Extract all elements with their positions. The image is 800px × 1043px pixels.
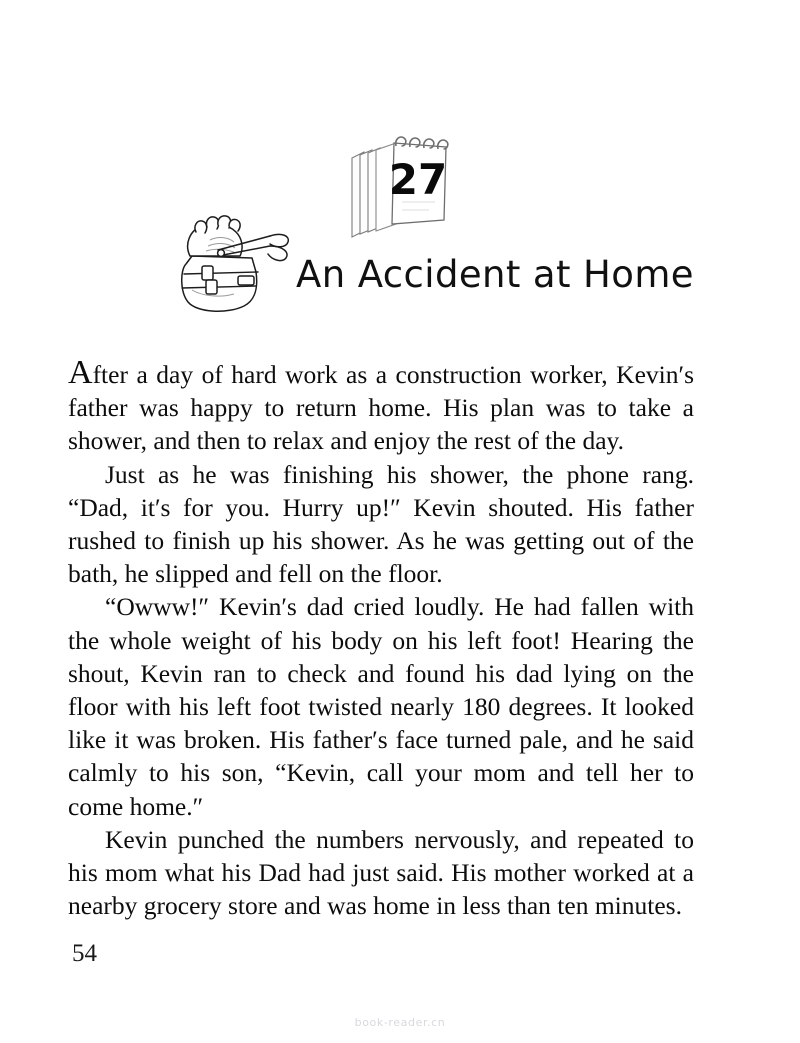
story-body xyxy=(68,354,694,922)
flip-calendar-icon xyxy=(334,128,456,246)
watermark: book-reader.cn xyxy=(354,1016,446,1029)
paragraph-text: fter a day of hard work as a construction worker, Kevin′s father was happy to return home. His plan was to take a shower, and then to relax and enjoy the rest of the day. xyxy=(68,360,694,456)
paragraph xyxy=(68,458,694,591)
paragraph-text: Kevin punched the numbers nervously, and repeated to his mom what his Dad had just said. His mother worked at a nearby grocery store and was home in less than ten minutes. xyxy=(68,824,694,921)
raised-cap: A xyxy=(68,354,93,391)
calendar-chapter-number: 27 xyxy=(388,155,448,204)
page-title: An Accident at Home xyxy=(296,253,694,296)
paragraph xyxy=(68,354,694,458)
paragraph-text: Just as he was finishing his shower, the phone rang. “Dad, it′s for you. Hurry up!″ Kevin shouted. His father rushed to finish up his shower. As he was getting out of the bath, he slipped and fell on the floor. xyxy=(68,459,694,589)
paragraph xyxy=(68,590,694,822)
page-number: 54 xyxy=(72,940,97,967)
chapter-header xyxy=(0,128,800,318)
paragraph-text: “Owww!″ Kevin′s dad cried loudly. He had fallen with the whole weight of his body on his left foot! Hearing the shout, Kevin ran to check and found his dad lying on the floor with his left foot twisted nearly 180 degrees. It looked like it was broken. His father′s face turned pale, and he said calmly to his son, “Kevin, call your mom and tell her to come home.″ xyxy=(68,592,694,821)
bandaged-foot-with-scissors-icon xyxy=(166,206,298,318)
paragraph xyxy=(68,823,694,923)
